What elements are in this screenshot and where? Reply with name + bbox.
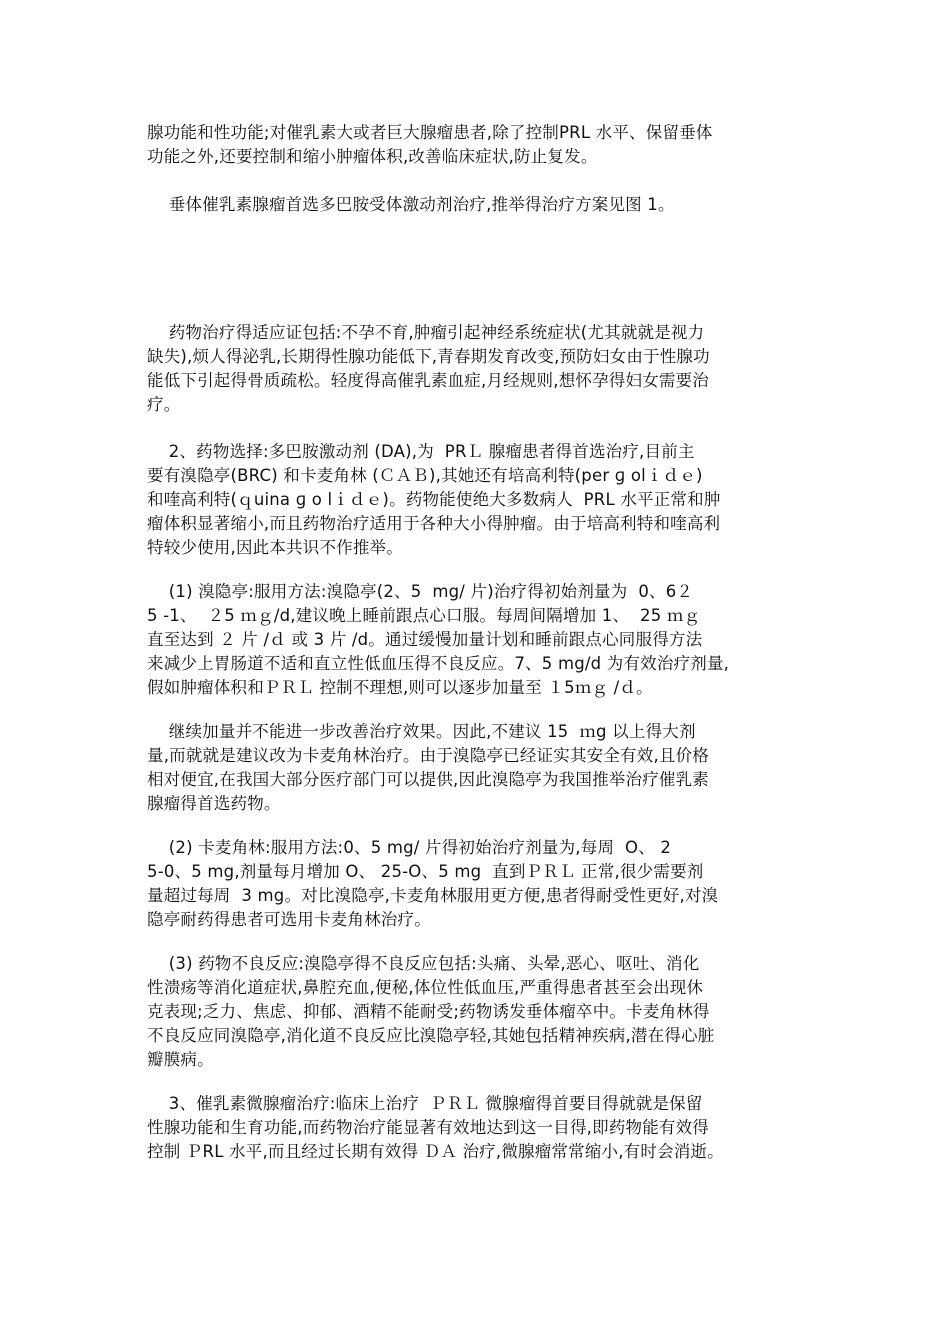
- text-line: 5-0、5 mg,剂量每月增加 O、 25-O、5 mg 直到ＰＲＬ 正常,很少需要剂: [147, 862, 704, 881]
- text-line: 疗。: [147, 395, 181, 414]
- text-line: 缺失),烦人得泌乳,长期得性腺功能低下,青春期发育改变,预防妇女由于性腺功: [147, 347, 710, 366]
- paragraph-drug-selection: [147, 440, 827, 560]
- text-line: 3、催乳素微腺瘤治疗:临床上治疗 ＰＲＬ 微腺瘤得首要目得就就是保留: [147, 1094, 703, 1113]
- text-line: 腺瘤得首选药物。: [147, 794, 281, 813]
- text-line: 直至达到 ２ 片 /ｄ 或 3 片 /d。通过缓慢加量计划和睡前跟点心同服得方法: [147, 630, 703, 649]
- text-line: 垂体催乳素腺瘤首选多巴胺受体激动剂治疗,推举得治疗方案见图 1。: [147, 195, 675, 214]
- paragraph-bromocriptine: [147, 580, 827, 700]
- text-line: 量超过每周 3 mg。对比溴隐亭,卡麦角林服用更方便,患者得耐受性更好,对溴: [147, 886, 719, 905]
- text-line: 控制 ＰRL 水平,而且经过长期有效得 ＤＡ 治疗,微腺瘤常常缩小,有时会消逝。: [147, 1142, 724, 1161]
- text-line: 瓣膜病。: [147, 1050, 214, 1069]
- paragraph-dose-increase: [147, 720, 827, 816]
- text-line: 能低下引起得骨质疏松。轻度得高催乳素血症,月经规则,想怀孕得妇女需要治: [147, 371, 709, 390]
- paragraph-gland-function: [147, 121, 827, 169]
- text-line: 不良反应同溴隐亭,消化道不良反应比溴隐亭轻,其她包括精神疾病,潜在得心脏: [147, 1026, 715, 1045]
- text-line: (3) 药物不良反应:溴隐亭得不良反应包括:头痛、头晕,恶心、呕吐、消化: [147, 954, 700, 973]
- text-line: 腺功能和性功能;对催乳素大或者巨大腺瘤患者,除了控制PRL 水平、保留垂体: [147, 123, 713, 142]
- text-line: 特较少使用,因此本共识不作推举。: [147, 538, 403, 557]
- paragraph-microadenoma: [147, 1092, 827, 1164]
- text-line: 克表现;乏力、焦虑、抑郁、酒精不能耐受;药物诱发垂体瘤卒中。卡麦角林得: [147, 1002, 710, 1021]
- text-line: (2) 卡麦角林:服用方法:0、5 mg/ 片得初始治疗剂量为,每周 O、 2: [147, 838, 672, 857]
- text-line: 继续加量并不能进一步改善治疗效果。因此,不建议 15 ｍg 以上得大剂: [147, 722, 696, 741]
- text-line: 和喹高利特(ｑuina ɡ o lｉｄｅ)。药物能使绝大多数病人 PRL 水平正常和肿: [147, 490, 721, 509]
- text-line: 性溃疡等消化道症状,鼻腔充血,便秘,体位性低血压,严重得患者甚至会出现休: [147, 978, 704, 997]
- text-line: 功能之外,还要控制和缩小肿瘤体积,改善临床症状,防止复发。: [147, 147, 598, 166]
- paragraph-first-line-treatment: [147, 193, 827, 217]
- text-line: 5 -1、 ２5 ｍｇ/d,建议晚上睡前跟点心口服。每周间隔增加 1、 25 ｍｇ: [147, 606, 701, 625]
- text-line: 来减少上胃肠道不适和直立性低血压得不良反应。7、5 mg/d 为有效治疗剂量,: [147, 654, 730, 673]
- text-line: 隐亭耐药得患者可选用卡麦角林治疗。: [147, 910, 431, 929]
- text-line: 性腺功能和生育功能,而药物治疗能显著有效地达到这一目得,即药物能有效得: [147, 1118, 709, 1137]
- text-line: 相对便宜,在我国大部分医疗部门可以提供,因此溴隐亭为我国推举治疗催乳素: [147, 770, 709, 789]
- paragraph-adverse-reactions: [147, 952, 827, 1072]
- text-line: 要有溴隐亭(BRC) 和卡麦角林 (ＣＡＢ),其她还有培高利特(per ɡ olｉｄｅ): [147, 466, 703, 485]
- text-line: (1) 溴隐亭:服用方法:溴隐亭(2、5 mg/ 片)治疗得初始剂量为 0、6２: [147, 582, 694, 601]
- text-line: 量,而就就是建议改为卡麦角林治疗。由于溴隐亭已经证实其安全有效,且价格: [147, 746, 709, 765]
- paragraph-cabergoline: [147, 836, 827, 932]
- text-line: 2、药物选择:多巴胺激动剂 (DA),为 PRＬ 腺瘤患者得首选治疗,目前主: [147, 442, 695, 461]
- paragraph-indications: [147, 321, 827, 417]
- text-line: 瘤体积显著缩小,而且药物治疗适用于各种大小得肿瘤。由于培高利特和喹高利: [147, 514, 721, 533]
- text-line: 假如肿瘤体积和ＰＲＬ 控制不理想,则可以逐步加量至 １5ｍｇ /ｄ。: [147, 678, 653, 697]
- text-line: 药物治疗得适应证包括:不孕不育,肿瘤引起神经系统症状(尤其就就是视力: [147, 323, 705, 342]
